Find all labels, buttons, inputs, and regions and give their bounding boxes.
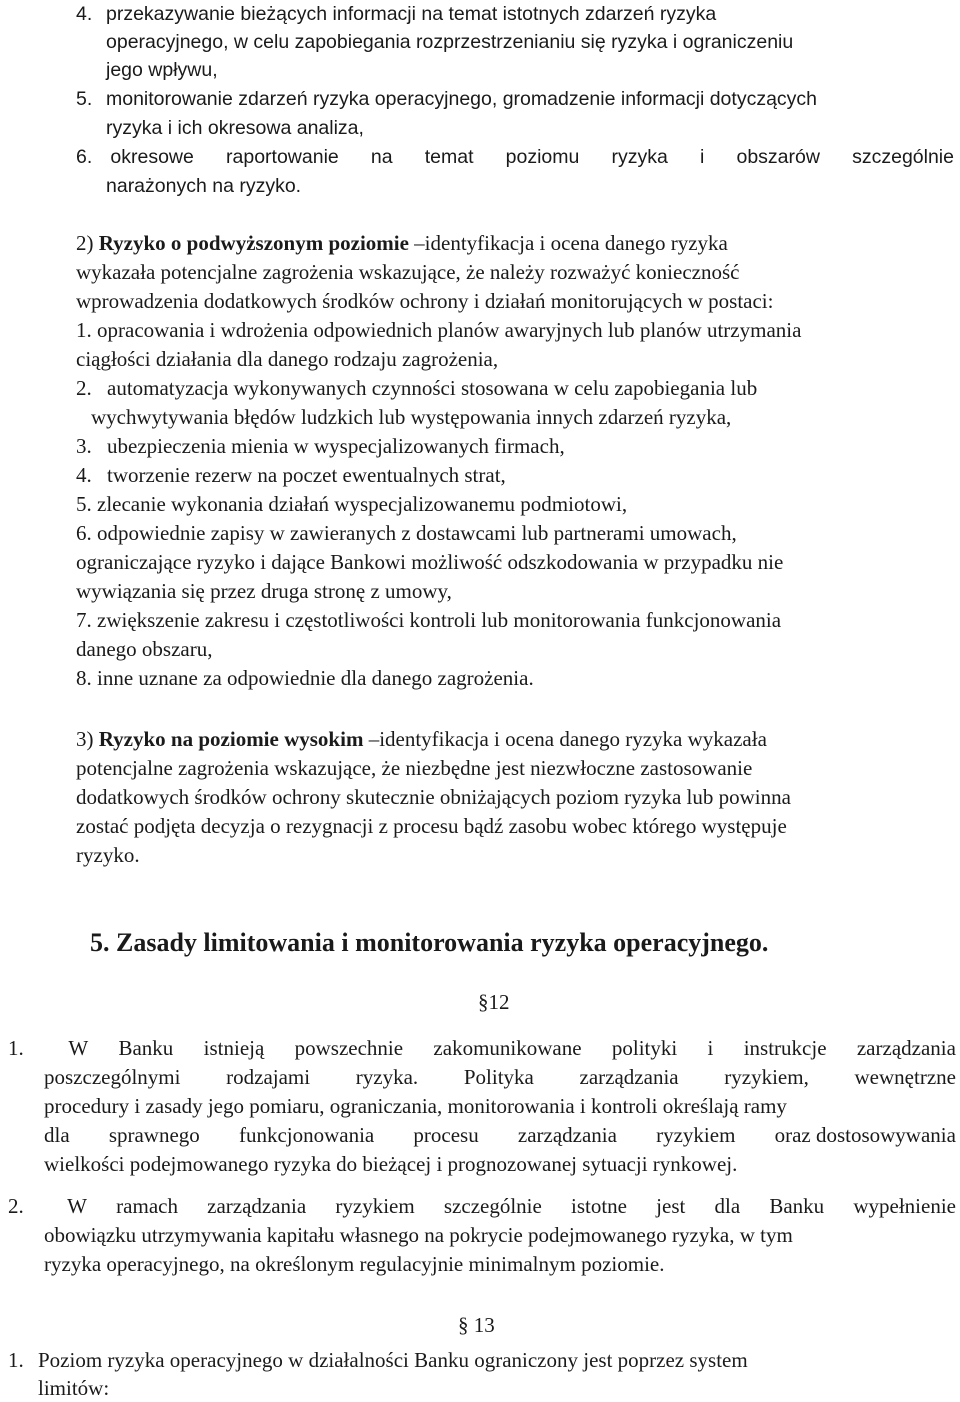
word: dla bbox=[714, 1194, 741, 1218]
section-3-text: zostać podjęta decyzja o rezygnacji z procesu bądź zasobu wobec którego występuje bbox=[76, 814, 787, 838]
list-text: tworzenie rezerw na poczet ewentualnych strat, bbox=[107, 463, 506, 487]
word: powszechnie bbox=[294, 1036, 404, 1060]
list-item-5-cont: ryzyka i ich okresowa analiza, bbox=[106, 117, 364, 139]
list-number: 6. bbox=[76, 146, 93, 168]
word: wypełnienie bbox=[853, 1194, 956, 1218]
para12-item-1-cont: wielkości podejmowanego ryzyka do bieżącej i prognozowanej sytuacji rynkowej. bbox=[44, 1152, 738, 1176]
list-item-4-cont: jego wpływu, bbox=[106, 59, 218, 81]
word: szczególnie bbox=[852, 146, 954, 168]
section-text: –identyfikacja i ocena danego ryzyka wykazała bbox=[368, 727, 767, 751]
word: obszarów bbox=[736, 146, 820, 168]
list-item-2 bbox=[76, 374, 757, 402]
section-text: –identyfikacja i ocena danego ryzyka bbox=[414, 231, 728, 255]
word: ryzyka. bbox=[355, 1065, 419, 1089]
word: zakomunikowane bbox=[433, 1036, 582, 1060]
list-text: monitorowanie zdarzeń ryzyka operacyjnego, gromadzenie informacji dotyczących bbox=[106, 88, 818, 110]
list-item-6-cont: narażonych na ryzyko. bbox=[106, 175, 302, 197]
section-number: 3) bbox=[76, 727, 94, 751]
list-number: 4. bbox=[76, 3, 93, 25]
word: istnieją bbox=[203, 1036, 265, 1060]
word: zarządzania bbox=[579, 1065, 679, 1089]
word: procesu bbox=[413, 1123, 479, 1147]
word: ryzykiem bbox=[656, 1123, 736, 1147]
list-item-8: 8. inne uznane za odpowiednie dla danego zagrożenia. bbox=[76, 666, 534, 690]
section-2-intro bbox=[76, 229, 728, 257]
section-3-intro bbox=[76, 725, 767, 753]
word: funkcjonowania bbox=[238, 1123, 375, 1147]
word: jest bbox=[656, 1194, 686, 1218]
list-item-4 bbox=[76, 0, 716, 28]
word: Banku bbox=[769, 1194, 825, 1218]
para12-item-1-cont bbox=[44, 1063, 956, 1091]
word: dla bbox=[44, 1123, 70, 1147]
word: rodzajami bbox=[226, 1065, 311, 1089]
para12-item-1-cont bbox=[44, 1121, 956, 1149]
word: i bbox=[700, 146, 705, 168]
para12-item-2-cont: ryzyka operacyjnego, na określonym regulacyjnie minimalnym poziomie. bbox=[44, 1252, 665, 1276]
list-item-2-cont: wychwytywania błędów ludzkich lub występowania innych zdarzeń ryzyka, bbox=[91, 405, 732, 429]
list-item-4-cont: operacyjnego, w celu zapobiegania rozprzestrzenianiu się ryzyka i ograniczeniu bbox=[106, 31, 794, 53]
word: sprawnego bbox=[108, 1123, 200, 1147]
para13-item-1 bbox=[8, 1346, 748, 1374]
list-item-5 bbox=[76, 85, 817, 113]
word: temat bbox=[424, 146, 474, 168]
list-number: 1. bbox=[8, 1036, 24, 1060]
word: na bbox=[370, 146, 393, 168]
section-title: Ryzyko o podwyższonym poziomie bbox=[98, 231, 409, 255]
section-2-text: wykazała potencjalne zagrożenia wskazujące, że należy rozważyć konieczność bbox=[76, 260, 740, 284]
para12-item-2-cont: obowiązku utrzymywania kapitału własnego na pokrycie podejmowanego ryzyka, w tym bbox=[44, 1223, 793, 1247]
word: instrukcje bbox=[743, 1036, 827, 1060]
word: W bbox=[68, 1036, 89, 1060]
list-text: ubezpieczenia mienia w wyspecjalizowanych firmach, bbox=[107, 434, 565, 458]
list-number: 1. bbox=[8, 1348, 24, 1372]
word: szczególnie bbox=[443, 1194, 542, 1218]
section-title: Ryzyko na poziomie wysokim bbox=[98, 727, 364, 751]
word: zarządzania bbox=[517, 1123, 617, 1147]
word: poziomu bbox=[505, 146, 580, 168]
paragraph-sign-12: §12 bbox=[478, 990, 510, 1014]
list-text: automatyzacja wykonywanych czynności stosowana w celu zapobiegania lub bbox=[107, 376, 758, 400]
word: oraz dostosowywania bbox=[774, 1123, 956, 1147]
word: W bbox=[67, 1194, 87, 1218]
word: zarządzania bbox=[856, 1036, 956, 1060]
section-2-text: wprowadzenia dodatkowych środków ochrony i działań monitorujących w postaci: bbox=[76, 289, 774, 313]
word: istotne bbox=[571, 1194, 627, 1218]
list-item-1-cont: ciągłości działania dla danego rodzaju zagrożenia, bbox=[76, 347, 499, 371]
word: i bbox=[707, 1036, 714, 1060]
section-3-text: ryzyko. bbox=[76, 843, 140, 867]
list-item-1: 1. opracowania i wdrożenia odpowiednich planów awaryjnych lub planów utrzymania bbox=[76, 318, 802, 342]
word: poszczególnymi bbox=[44, 1065, 181, 1089]
list-number: 2. bbox=[8, 1194, 24, 1218]
list-item-6-cont: ograniczające ryzyko i dające Bankowi możliwość odszkodowania w przypadku nie bbox=[76, 550, 784, 574]
word: Banku bbox=[118, 1036, 174, 1060]
list-item-4 bbox=[76, 461, 506, 489]
list-item-7: 7. zwiększenie zakresu i częstotliwości kontroli lub monitorowania funkcjonowania bbox=[76, 608, 782, 632]
para12-item-2 bbox=[8, 1192, 956, 1220]
list-item-6-cont: wywiązania się przez druga stronę z umowy, bbox=[76, 579, 452, 603]
word: polityki bbox=[611, 1036, 678, 1060]
para13-item-1-cont: limitów: bbox=[38, 1376, 110, 1400]
list-item-3 bbox=[76, 432, 565, 460]
list-item-7-cont: danego obszaru, bbox=[76, 637, 213, 661]
list-text: Poziom ryzyka operacyjnego w działalności Banku ograniczony jest poprzez system bbox=[38, 1348, 748, 1372]
word: ryzykiem bbox=[335, 1194, 415, 1218]
section-number: 2) bbox=[76, 231, 94, 255]
section-3-text: dodatkowych środków ochrony skutecznie obniżających poziom ryzyka lub powinna bbox=[76, 785, 791, 809]
word: raportowanie bbox=[226, 146, 339, 168]
list-item-6 bbox=[76, 143, 954, 171]
list-text: przekazywanie bieżących informacji na temat istotnych zdarzeń ryzyka bbox=[106, 3, 717, 25]
list-number: 5. bbox=[76, 88, 93, 110]
word: ryzykiem, bbox=[724, 1065, 809, 1089]
word: ryzyka bbox=[611, 146, 668, 168]
section-3-text: potencjalne zagrożenia wskazujące, że niezbędne jest niezwłoczne zastosowanie bbox=[76, 756, 753, 780]
list-number: 4. bbox=[76, 463, 92, 487]
word: ramach bbox=[116, 1194, 178, 1218]
list-number: 2. bbox=[76, 376, 92, 400]
list-item-6: 6. odpowiednie zapisy w zawieranych z dostawcami lub partnerami umowach, bbox=[76, 521, 737, 545]
chapter-heading: 5. Zasady limitowania i monitorowania ryzyka operacyjnego. bbox=[90, 928, 769, 957]
para12-item-1 bbox=[8, 1034, 956, 1062]
paragraph-sign-13: § 13 bbox=[458, 1313, 495, 1337]
para12-item-1-cont: procedury i zasady jego pomiaru, ograniczania, monitorowania i kontroli określają ramy bbox=[44, 1094, 787, 1118]
list-number: 3. bbox=[76, 434, 92, 458]
word: zarządzania bbox=[207, 1194, 307, 1218]
word: wewnętrzne bbox=[854, 1065, 956, 1089]
list-item-5: 5. zlecanie wykonania działań wyspecjalizowanemu podmiotowi, bbox=[76, 492, 628, 516]
word: Polityka bbox=[463, 1065, 534, 1089]
word: okresowe bbox=[110, 146, 194, 168]
